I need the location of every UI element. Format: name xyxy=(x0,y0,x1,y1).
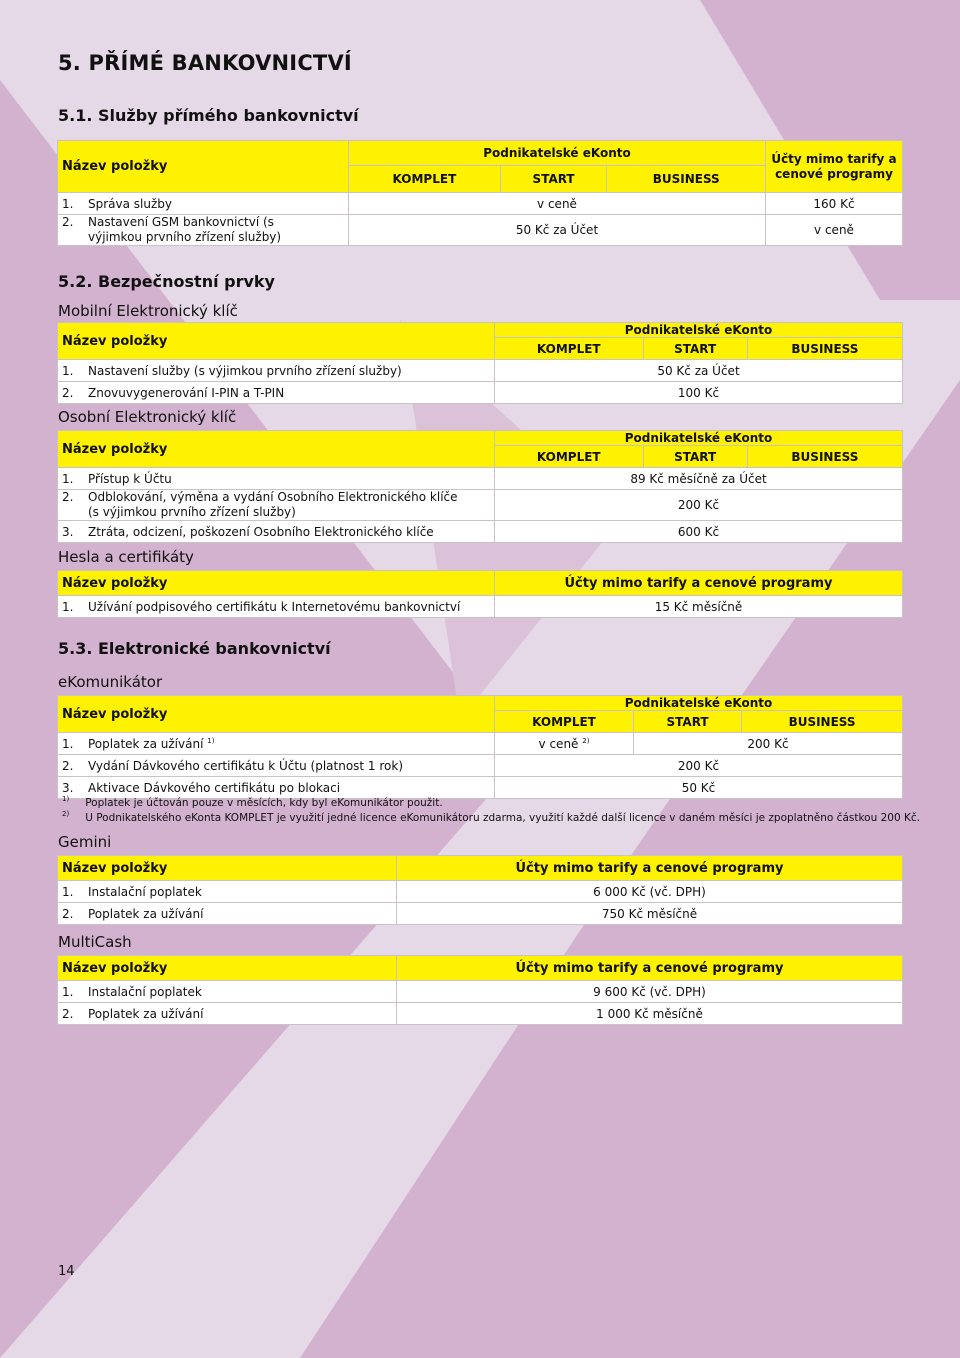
table-row: 1. Instalační poplatek 9 600 Kč (vč. DPH) xyxy=(58,981,903,1003)
business-header: BUSINESS xyxy=(607,166,766,193)
row-other-value: v ceně xyxy=(766,215,903,246)
table-row: 1. Instalační poplatek 6 000 Kč (vč. DPH) xyxy=(58,881,903,903)
start-header: START xyxy=(643,338,747,360)
row-label: Odblokování, výměna a vydání Osobního Elektronického klíče (s výjimkou prvního zřízení služby) xyxy=(88,490,458,519)
row-label: Přístup k Účtu xyxy=(88,471,172,486)
business-header: BUSINESS xyxy=(747,338,902,360)
row-value: 15 Kč měsíčně xyxy=(495,596,903,618)
col-name-header: Název položky xyxy=(58,141,349,193)
page-title: 5. PŘÍMÉ BANKOVNICTVÍ xyxy=(58,51,352,75)
table-row: 3. Ztráta, odcizení, poškození Osobního Elektronického klíče 600 Kč xyxy=(58,521,903,543)
row-label: Nastavení GSM bankovnictví (s výjimkou prvního zřízení služby) xyxy=(88,215,282,244)
row-label: Poplatek za užívání xyxy=(88,736,204,751)
row-label: Poplatek za užívání xyxy=(88,1006,204,1021)
table-passwords-certificates xyxy=(57,570,903,618)
row-value: 100 Kč xyxy=(495,382,903,404)
row-group-value: 50 Kč za Účet xyxy=(349,215,766,246)
row-group-value: v ceně xyxy=(349,193,766,215)
footnote-1: $^{1)}$ Poplatek je účtován pouze v měsících, kdy byl eKomunikátor použit. xyxy=(62,795,443,809)
section-heading-5-2: 5.2. Bezpečnostní prvky xyxy=(58,272,275,291)
table-multicash xyxy=(57,955,903,1025)
row-value: 50 Kč za Účet xyxy=(495,360,903,382)
row-label: Instalační poplatek xyxy=(88,884,202,899)
other-header: Účty mimo tarify a cenové programy xyxy=(766,141,903,193)
subsection-title-multicash: MultiCash xyxy=(58,933,132,951)
table-row: 2. Nastavení GSM bankovnictví (s výjimkou prvního zřízení služby) 50 Kč za Účet v ceně xyxy=(58,215,903,246)
table-row: 3. Aktivace Dávkového certifikátu po blokaci 50 Kč xyxy=(58,777,903,799)
col-name-header: Název položky xyxy=(58,856,397,881)
row-value: 200 Kč xyxy=(495,490,903,521)
footnote-mark: 1) xyxy=(207,736,215,745)
row-rest-value: 200 Kč xyxy=(634,733,903,755)
subsection-title-gemini: Gemini xyxy=(58,833,112,851)
subsection-title-mobile-key: Mobilní Elektronický klíč xyxy=(58,302,238,320)
section-heading-5-3: 5.3. Elektronické bankovnictví xyxy=(58,639,331,658)
col-name-header: Název položky xyxy=(58,323,495,360)
col-name-header: Název položky xyxy=(58,696,495,733)
row-label: Ztráta, odcizení, poškození Osobního Elektronického klíče xyxy=(88,524,434,539)
table-row: 1. Poplatek za užívání $^{1)}$ v ceně $^{2)}$ 200 Kč xyxy=(58,733,903,755)
subsection-title-passwords: Hesla a certifikáty xyxy=(58,548,194,566)
section-heading-5-1: 5.1. Služby přímého bankovnictví xyxy=(58,106,359,125)
other-header: Účty mimo tarify a cenové programy xyxy=(397,856,903,881)
komplet-header: KOMPLET xyxy=(349,166,501,193)
row-value: 1 000 Kč měsíčně xyxy=(397,1003,903,1025)
other-header: Účty mimo tarify a cenové programy xyxy=(397,956,903,981)
row-value: 600 Kč xyxy=(495,521,903,543)
row-label: Vydání Dávkového certifikátu k Účtu (platnost 1 rok) xyxy=(88,758,404,773)
row-value: 50 Kč xyxy=(495,777,903,799)
komplet-header: KOMPLET xyxy=(495,446,644,468)
page-number: 14 xyxy=(58,1264,75,1279)
table-row: 2. Poplatek za užívání 750 Kč měsíčně xyxy=(58,903,903,925)
col-name-header: Název položky xyxy=(58,571,495,596)
row-value: 6 000 Kč (vč. DPH) xyxy=(397,881,903,903)
table-row: 1. Nastavení služby (s výjimkou prvního zřízení služby) 50 Kč za Účet xyxy=(58,360,903,382)
table-row: 2. Znovuvygenerování I-PIN a T-PIN 100 Kč xyxy=(58,382,903,404)
col-name-header: Název položky xyxy=(58,956,397,981)
table-personal-key xyxy=(57,430,903,543)
group-header: Podnikatelské eKonto xyxy=(349,141,766,166)
col-name-header: Název položky xyxy=(58,431,495,468)
komplet-header: KOMPLET xyxy=(495,338,644,360)
table-row: 1. Správa služby v ceně 160 Kč xyxy=(58,193,903,215)
subsection-title-personal-key: Osobní Elektronický klíč xyxy=(58,408,237,426)
row-value: 9 600 Kč (vč. DPH) xyxy=(397,981,903,1003)
row-label: Užívání podpisového certifikátu k Internetovému bankovnictví xyxy=(88,599,461,614)
komplet-header: KOMPLET xyxy=(495,711,634,733)
business-header: BUSINESS xyxy=(742,711,903,733)
group-header: Podnikatelské eKonto xyxy=(495,696,903,711)
start-header: START xyxy=(500,166,607,193)
table-prime-banking xyxy=(57,140,903,246)
table-row: 2. Poplatek za užívání 1 000 Kč měsíčně xyxy=(58,1003,903,1025)
group-header: Podnikatelské eKonto xyxy=(495,431,903,446)
row-value: 750 Kč měsíčně xyxy=(397,903,903,925)
footnote-2: $^{2)}$ U Podnikatelského eKonta KOMPLET je využití jedné licence eKomunikátoru zdarma, využití každé další licence v daném měsíci je zpoplatněno částkou 200 Kč. xyxy=(62,810,920,824)
table-row: 1. Užívání podpisového certifikátu k Internetovému bankovnictví 15 Kč měsíčně xyxy=(58,596,903,618)
start-header: START xyxy=(634,711,742,733)
row-label: Znovuvygenerování I-PIN a T-PIN xyxy=(88,385,285,400)
business-header: BUSINESS xyxy=(747,446,902,468)
row-value: 200 Kč xyxy=(495,755,903,777)
row-label: Nastavení služby (s výjimkou prvního zřízení služby) xyxy=(88,363,402,378)
table-mobile-key xyxy=(57,322,903,404)
table-ekomunikator xyxy=(57,695,903,799)
table-row: 2. Odblokování, výměna a vydání Osobního Elektronického klíče (s výjimkou prvního zřízení služby) 200 Kč xyxy=(58,490,903,521)
row-value: 89 Kč měsíčně za Účet xyxy=(495,468,903,490)
group-header: Podnikatelské eKonto xyxy=(495,323,903,338)
table-row: 1. Přístup k Účtu 89 Kč měsíčně za Účet xyxy=(58,468,903,490)
row-label: Aktivace Dávkového certifikátu po blokaci xyxy=(88,780,341,795)
row-label: Poplatek za užívání xyxy=(88,906,204,921)
other-header: Účty mimo tarify a cenové programy xyxy=(495,571,903,596)
table-gemini xyxy=(57,855,903,925)
subsection-title-ekomunikator: eKomunikátor xyxy=(58,673,163,691)
table-row: 2. Vydání Dávkového certifikátu k Účtu (platnost 1 rok) 200 Kč xyxy=(58,755,903,777)
row-other-value: 160 Kč xyxy=(766,193,903,215)
row-komplet-value: v ceně xyxy=(538,736,579,751)
footnote-mark: 2) xyxy=(582,736,590,745)
row-label: Správa služby xyxy=(88,196,172,211)
row-label: Instalační poplatek xyxy=(88,984,202,999)
start-header: START xyxy=(643,446,747,468)
